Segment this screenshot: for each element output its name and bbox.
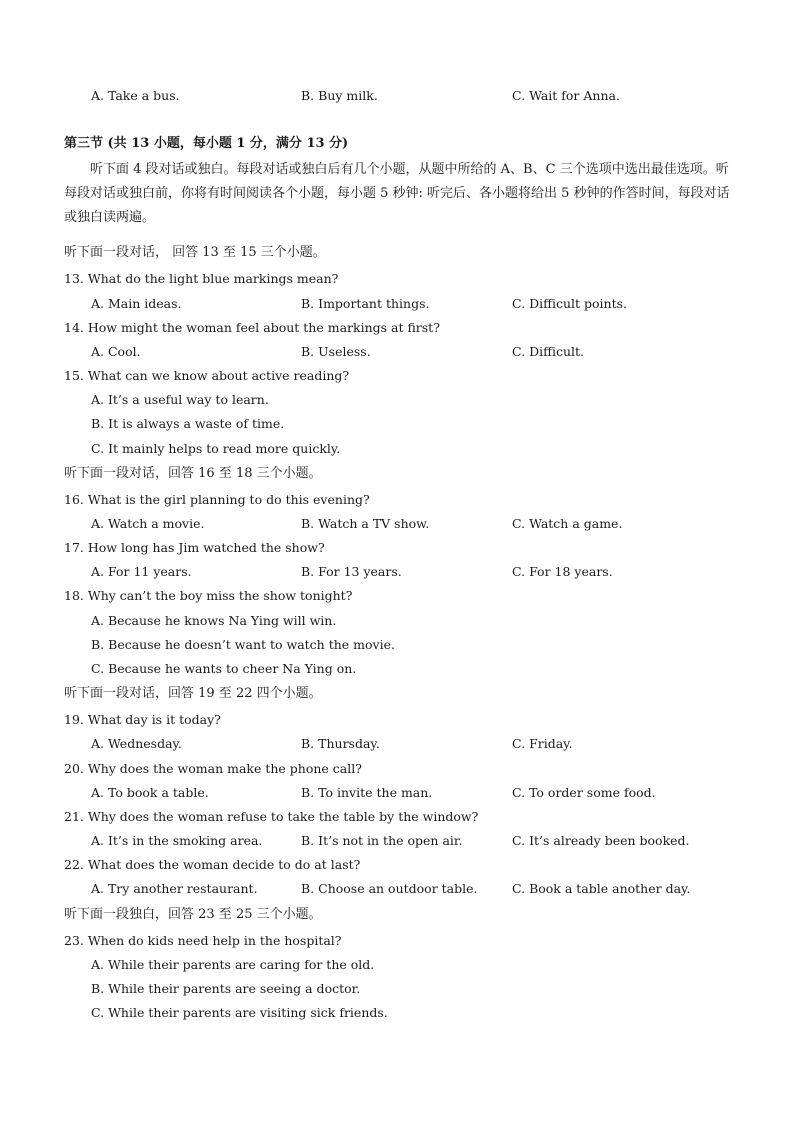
- option-b: B. While their parents are seeing a doctor.: [91, 981, 361, 996]
- question-21: 21. Why does the woman refuse to take the table by the window?: [64, 809, 479, 824]
- question-16: 16. What is the girl planning to do this evening?: [64, 492, 370, 507]
- section-instructions: [64, 158, 730, 230]
- option-c: C. It’s already been booked.: [512, 833, 690, 848]
- option-a: A. Watch a movie.: [91, 516, 205, 531]
- question-17: 17. How long has Jim watched the show?: [64, 540, 325, 555]
- option-b: B. Important things.: [301, 296, 430, 311]
- option-b: B. For 13 years.: [301, 564, 402, 579]
- option-row: [91, 516, 731, 532]
- option-a: A. It’s in the smoking area.: [91, 833, 263, 848]
- option-c: C. It mainly helps to read more quickly.: [91, 441, 341, 456]
- option-c: C. For 18 years.: [512, 564, 613, 579]
- group-intro: 听下面一段对话，回答 16 至 18 三个小题。: [64, 466, 322, 481]
- option-row: [91, 785, 731, 801]
- section-title: 第三节 (共 13 小题，每小题 1 分，满分 13 分): [64, 136, 349, 151]
- option-b: B. Watch a TV show.: [301, 516, 430, 531]
- option-b: B. Because he doesn’t want to watch the movie.: [91, 637, 395, 652]
- option-c: C. Difficult points.: [512, 296, 627, 311]
- question-15: 15. What can we know about active reading?: [64, 368, 350, 383]
- option-b: B. To invite the man.: [301, 785, 433, 800]
- option-b: B. It is always a waste of time.: [91, 416, 285, 431]
- option-b: B. Choose an outdoor table.: [301, 881, 478, 896]
- option-a: A. For 11 years.: [91, 564, 192, 579]
- option-a: A. To book a table.: [91, 785, 209, 800]
- option-c: C. Wait for Anna.: [512, 88, 620, 103]
- option-a: A. While their parents are caring for the old.: [91, 957, 375, 972]
- option-a: A. It’s a useful way to learn.: [91, 392, 269, 407]
- question-19: 19. What day is it today?: [64, 712, 221, 727]
- question-20: 20. Why does the woman make the phone call?: [64, 761, 362, 776]
- option-b: B. Buy milk.: [301, 88, 378, 103]
- option-c: C. Friday.: [512, 736, 573, 751]
- question-23: 23. When do kids need help in the hospital?: [64, 933, 342, 948]
- option-row: [91, 88, 731, 104]
- instructions-text: 听下面 4 段对话或独白。每段对话或独白后有几个小题，从题中所给的 A、B、C 三个选项中选出最佳选项。听每段对话或独白前，你将有时间阅读各个小题，每小题 5 秒钟: 听完后、各小题将给出 5 秒钟的作答时间，每段对话或独白读两遍。: [64, 162, 730, 225]
- option-b: B. Useless.: [301, 344, 371, 359]
- option-row: [91, 344, 731, 360]
- option-c: C. Because he wants to cheer Na Ying on.: [91, 661, 357, 676]
- question-22: 22. What does the woman decide to do at last?: [64, 857, 361, 872]
- option-b: B. It’s not in the open air.: [301, 833, 463, 848]
- group-intro: 听下面一段对话， 回答 13 至 15 三个小题。: [64, 245, 326, 260]
- option-c: C. To order some food.: [512, 785, 656, 800]
- option-a: A. Wednesday.: [91, 736, 182, 751]
- option-row: [91, 736, 731, 752]
- option-row: [91, 881, 731, 897]
- option-c: C. Watch a game.: [512, 516, 623, 531]
- question-14: 14. How might the woman feel about the markings at first?: [64, 320, 440, 335]
- question-18: 18. Why can’t the boy miss the show tonight?: [64, 588, 353, 603]
- option-a: A. Main ideas.: [91, 296, 182, 311]
- question-13: 13. What do the light blue markings mean?: [64, 271, 339, 286]
- option-a: A. Because he knows Na Ying will win.: [91, 613, 337, 628]
- group-intro: 听下面一段独白，回答 23 至 25 三个小题。: [64, 907, 322, 922]
- option-c: C. Difficult.: [512, 344, 585, 359]
- option-a: A. Take a bus.: [91, 88, 180, 103]
- option-c: C. Book a table another day.: [512, 881, 691, 896]
- option-c: C. While their parents are visiting sick friends.: [91, 1005, 388, 1020]
- option-row: [91, 833, 731, 849]
- option-a: A. Try another restaurant.: [91, 881, 258, 896]
- option-row: [91, 296, 731, 312]
- option-a: A. Cool.: [91, 344, 141, 359]
- option-b: B. Thursday.: [301, 736, 380, 751]
- group-intro: 听下面一段对话，回答 19 至 22 四个小题。: [64, 686, 322, 701]
- option-row: [91, 564, 731, 580]
